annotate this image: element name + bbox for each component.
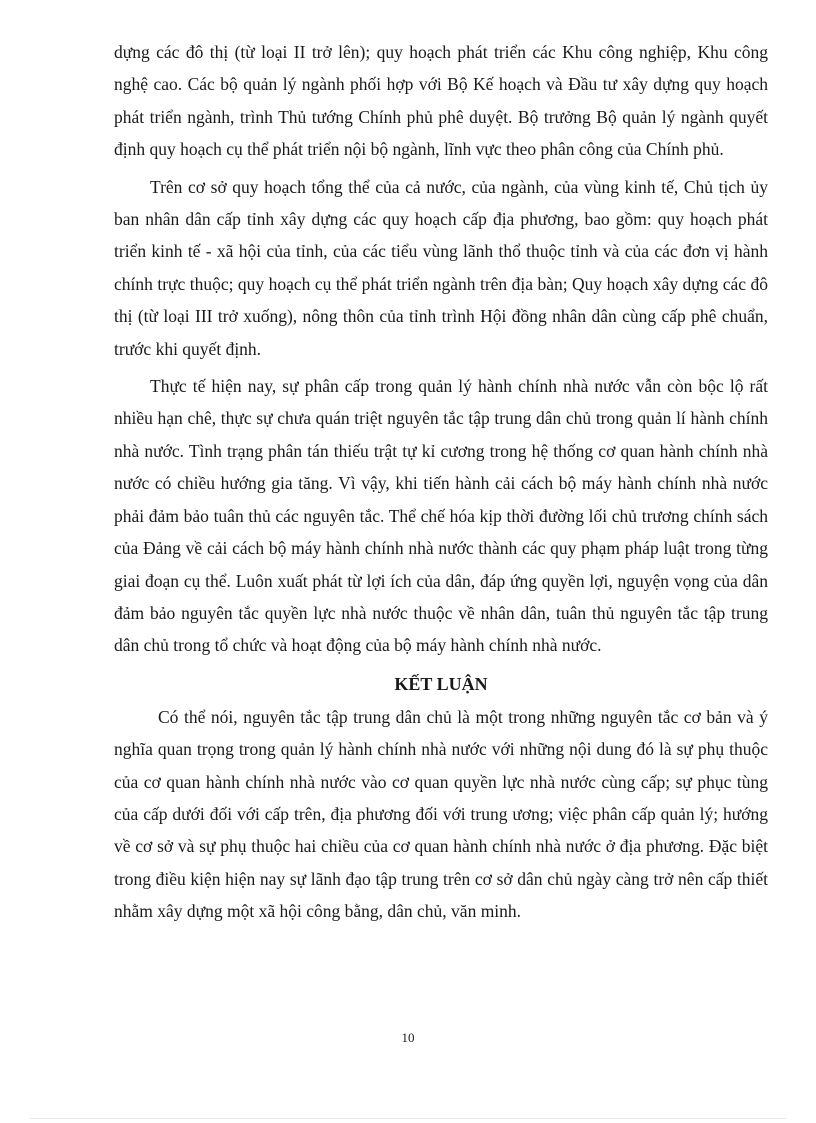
page-number: 10	[401, 1030, 415, 1045]
conclusion-paragraph: Có thể nói, nguyên tắc tập trung dân chủ là một trong những nguyên tắc cơ bản và ý nghĩa quan trọng trong quản lý hành chính nhà nước với những nội dung đó là sự phụ thuộc của cơ quan hành chính nhà nước vào cơ quan quyền lực nhà nước cùng cấp; sự phục tùng của cấp dưới đối với cấp trên, địa phương đối với trung ương; việc phân cấp quản lý; hướng về cơ sở và sự phụ thuộc hai chiều của cơ quan hành chính nhà nước ở địa phương. Đặc biệt trong điều kiện hiện nay sự lãnh đạo tập trung trên cơ sở dân chủ ngày càng trở nên cấp thiết nhằm xây dựng một xã hội công bằng, dân chủ, văn minh.	[114, 706, 768, 922]
document-page	[114, 36, 768, 933]
conclusion-heading: KẾT LUẬN	[394, 673, 488, 694]
paragraph-3: Thực tế hiện nay, sự phân cấp trong quản lý hành chính nhà nước vẫn còn bộc lộ rất nhiều hạn chê, thực sự chưa quán triệt nguyên tắc tập trung dân chủ trong quản lí hành chính nhà nước. Tình trạng phân tán thiếu trật tự kỉ cương trong hệ thống cơ quan hành chính nhà nước có chiều hướng gia tăng. Vì vậy, khi tiến hành cải cách bộ máy hành chính nhà nước phải đảm bảo tuân thủ các nguyên tắc. Thể chế hóa kịp thời đường lối chủ trương chính sách của Đảng về cải cách bộ máy hành chính nhà nước thành các quy phạm pháp luật trong từng giai đoạn cụ thể. Luôn xuất phát từ lợi ích của dân, đáp ứng quyền lợi, nguyện vọng của dân đảm bảo nguyên tắc quyền lực nhà nước thuộc về nhân dân, tuân thủ nguyên tắc tập trung dân chủ trong tổ chức và hoạt động của bộ máy hành chính nhà nước.	[114, 376, 768, 656]
page-bottom-divider	[30, 1118, 786, 1119]
paragraph-2: Trên cơ sở quy hoạch tổng thể của cả nước, của ngành, của vùng kinh tế, Chủ tịch ủy ban nhân dân cấp tỉnh xây dựng các quy hoạch cấp địa phương, bao gồm: quy hoạch phát triển kinh tế - xã hội của tỉnh, của các tiểu vùng lãnh thổ thuộc tỉnh và của các đơn vị hành chính trực thuộc; quy hoạch cụ thể phát triển ngành trên địa bàn; Quy hoạch xây dựng các đô thị (từ loại III trở xuống), nông thôn của tỉnh trình Hội đồng nhân dân cùng cấp phê chuẩn, trước khi quyết định.	[114, 176, 768, 359]
paragraph-1: dựng các đô thị (từ loại II trở lên); quy hoạch phát triển các Khu công nghiệp, Khu công nghệ cao. Các bộ quản lý ngành phối hợp với Bộ Kế hoạch và Đầu tư xây dựng quy hoạch phát triển ngành, trình Thủ tướng Chính phủ phê duyệt. Bộ trưởng Bộ quản lý ngành quyết định quy hoạch cụ thể phát triển nội bộ ngành, lĩnh vực theo phân công của Chính phủ.	[114, 42, 768, 160]
